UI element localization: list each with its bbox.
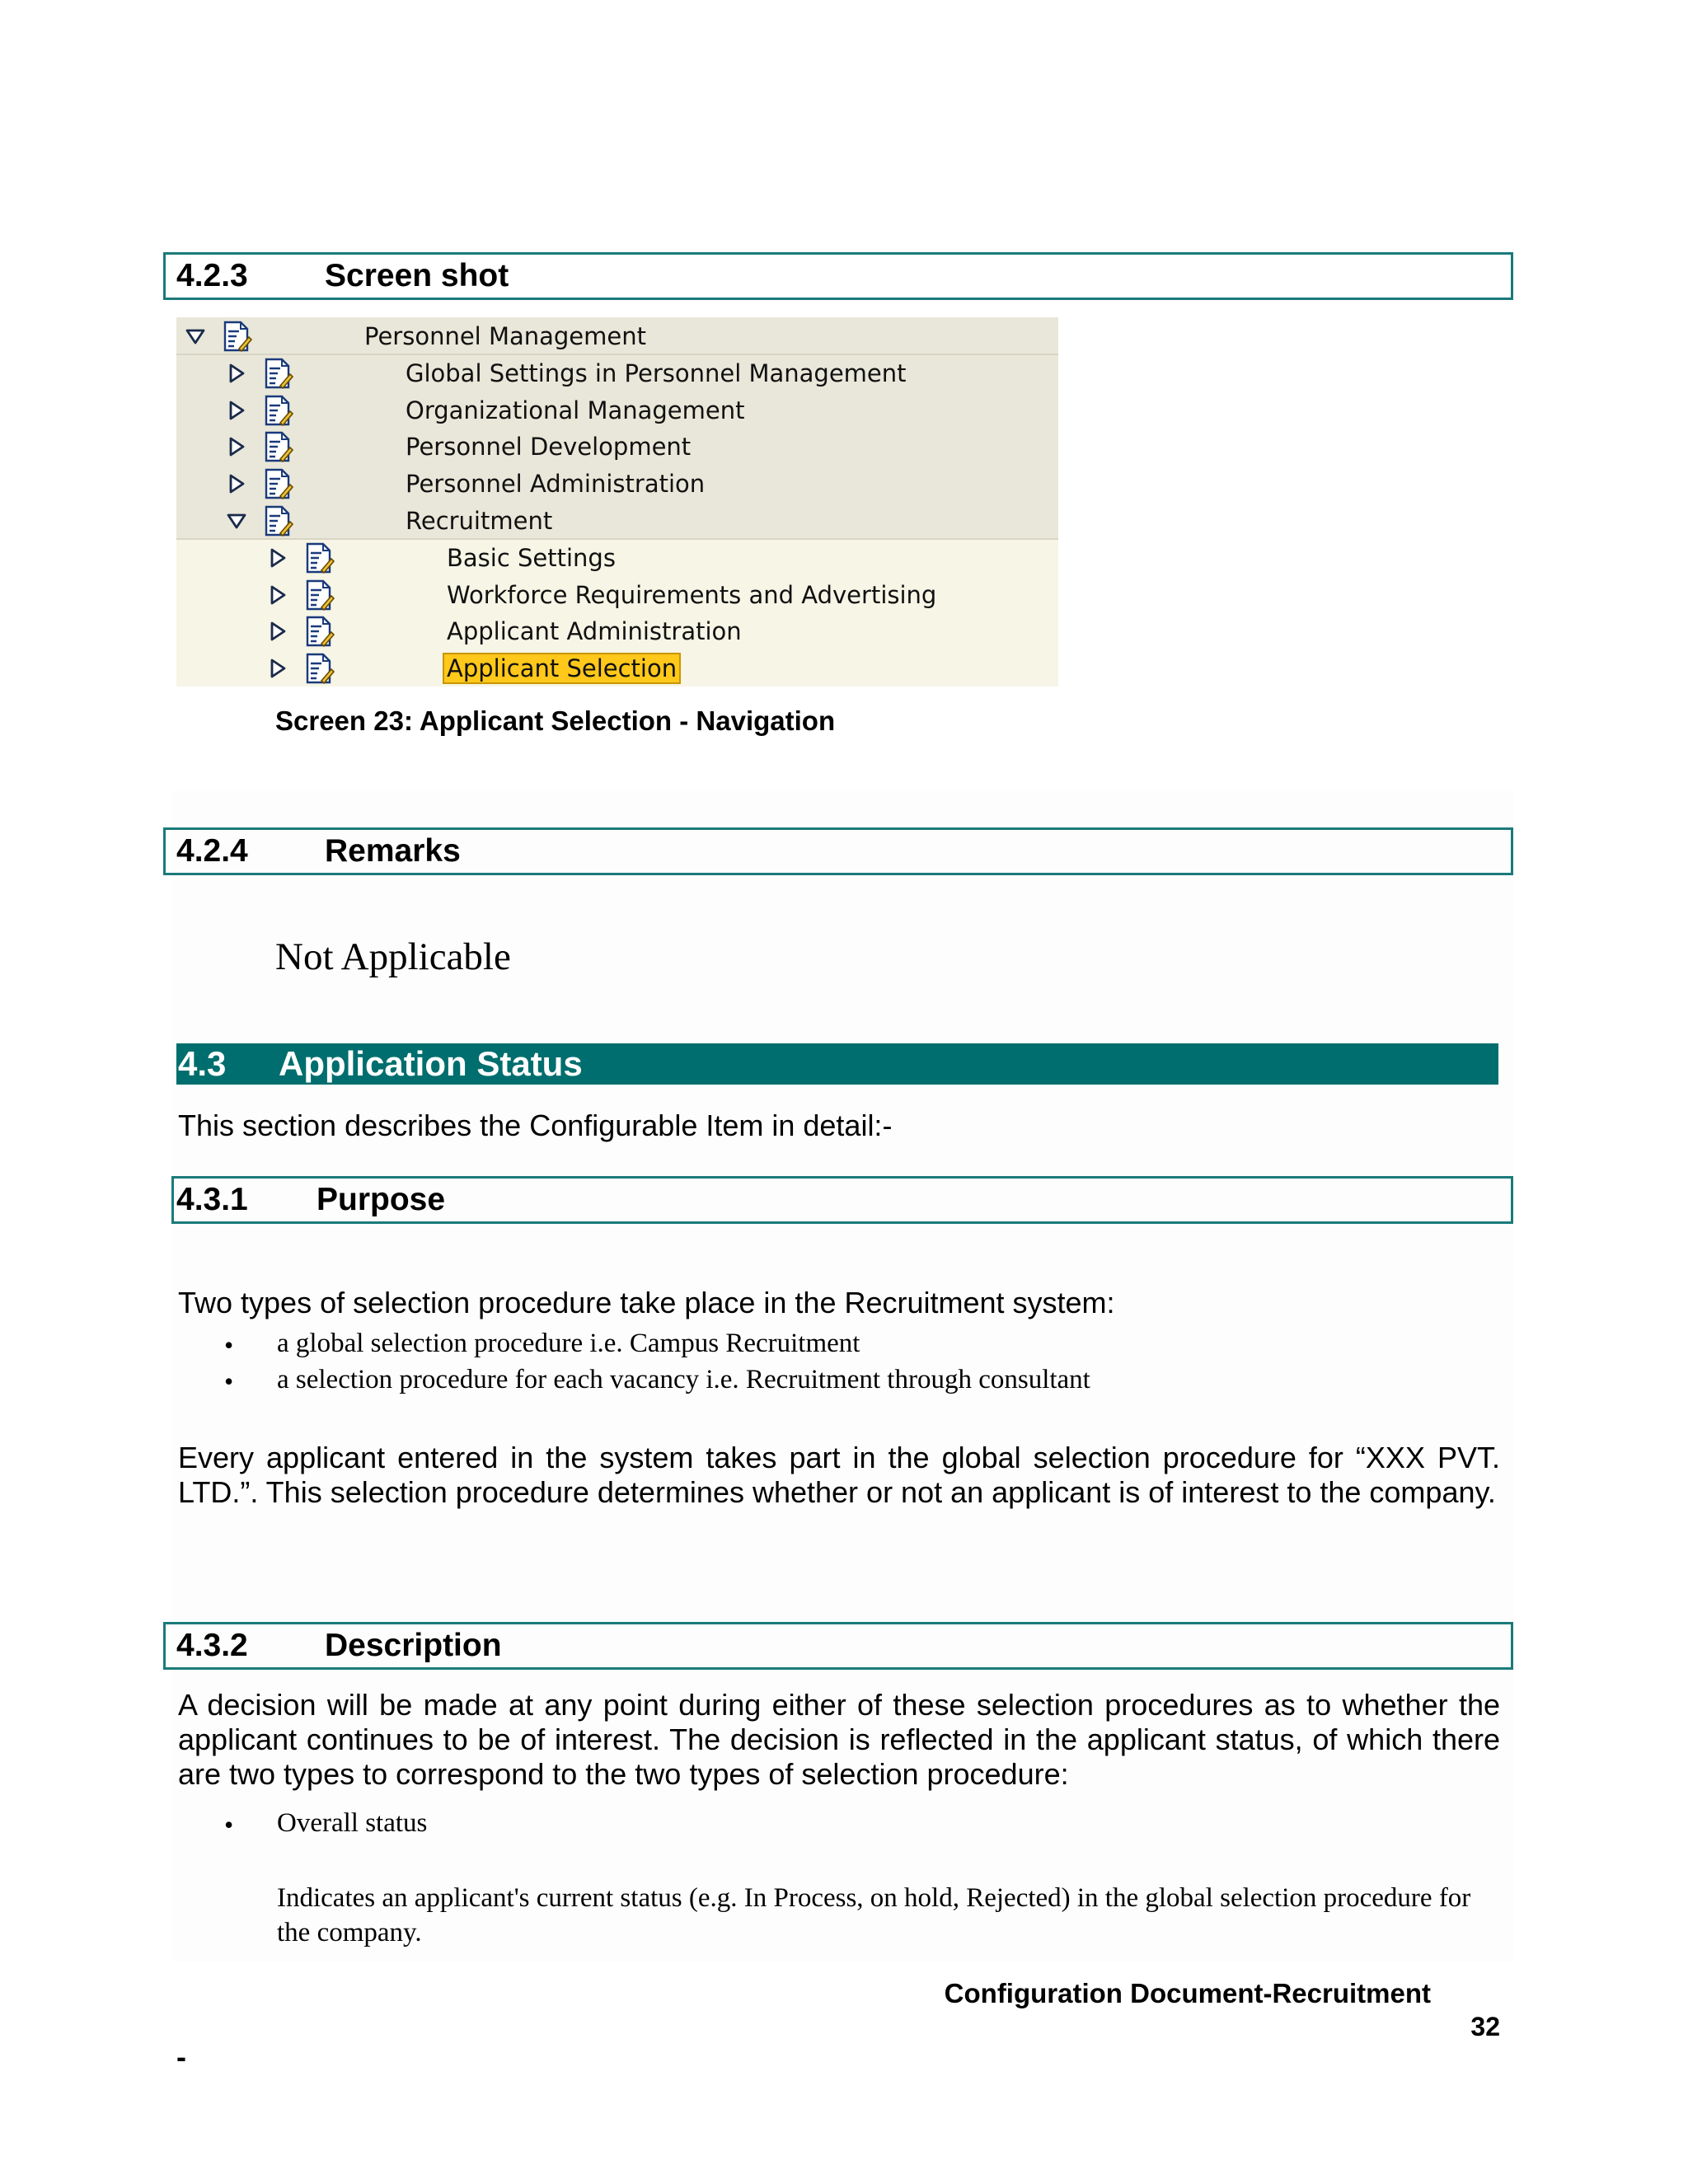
bullet-glyph: •: [224, 1366, 234, 1396]
bullet-glyph: •: [224, 1810, 234, 1840]
purpose-lead: Two types of selection procedure take place in the Recruitment system:: [178, 1286, 1115, 1319]
tree-node[interactable]: [176, 649, 1058, 686]
tree-node-label[interactable]: Basic Settings: [447, 544, 616, 572]
section-title: Application Status: [279, 1044, 583, 1083]
remarks-text: Not Applicable: [275, 935, 511, 978]
bullet-glyph: •: [224, 1330, 234, 1360]
purpose-bullet-1: a global selection procedure i.e. Campus Recruitment: [277, 1329, 860, 1358]
img-activity-icon[interactable]: [264, 358, 293, 389]
purpose-paragraph: Every applicant entered in the system takes part in the global selection procedure for “XXX PVT. LTD.”. This selection procedure determines whether or not an applicant is of interest to the company.: [178, 1441, 1500, 1509]
section-heading-4-3-1: [171, 1176, 1513, 1224]
img-activity-icon[interactable]: [305, 653, 335, 684]
page-number: 32: [1470, 2012, 1500, 2041]
section-number: 4.2.3: [176, 258, 248, 293]
collapsed-triangle-icon[interactable]: [226, 399, 247, 420]
img-activity-icon[interactable]: [305, 616, 335, 647]
description-paragraph: A decision will be made at any point during either of these selection procedures as to whether the applicant continues to be of interest. The decision is reflected in the applicant status, of which there are two types to correspond to the two types of selection procedure:: [178, 1688, 1500, 1791]
section-number: 4.3.2: [176, 1628, 248, 1663]
tree-node-label[interactable]: Personnel Management: [364, 322, 646, 350]
figure-caption: Screen 23: Applicant Selection - Navigation: [275, 705, 836, 736]
img-activity-icon[interactable]: [223, 321, 252, 352]
tree-node-label[interactable]: Global Settings in Personnel Management: [406, 359, 907, 387]
section-heading-4-3-2: [163, 1622, 1513, 1670]
collapsed-triangle-icon[interactable]: [267, 546, 288, 568]
section-number: 4.3: [178, 1044, 227, 1083]
tree-node[interactable]: [176, 354, 1058, 391]
tree-node[interactable]: [176, 612, 1058, 649]
section-number: 4.3.1: [176, 1182, 248, 1217]
section-title: Description: [325, 1628, 502, 1663]
tree-node[interactable]: [176, 428, 1058, 464]
collapsed-triangle-icon[interactable]: [267, 620, 288, 641]
tree-node-label[interactable]: Workforce Requirements and Advertising: [447, 581, 937, 609]
tree-node-label[interactable]: Personnel Development: [406, 433, 692, 461]
collapsed-triangle-icon[interactable]: [267, 583, 288, 605]
tree-node-label[interactable]: Applicant Selection: [444, 654, 679, 682]
collapsed-triangle-icon[interactable]: [226, 435, 247, 457]
tree-node[interactable]: [176, 465, 1058, 501]
section-heading-4-2-4: [163, 827, 1513, 875]
collapsed-triangle-icon[interactable]: [226, 362, 247, 383]
tree-node[interactable]: [176, 576, 1058, 612]
img-activity-icon[interactable]: [264, 468, 293, 499]
section-title: Remarks: [325, 833, 461, 869]
tree-node[interactable]: [176, 502, 1058, 540]
intro-text: This section describes the Configurable Item in detail:-: [178, 1108, 893, 1142]
section-heading-4-2-3: [163, 252, 1513, 300]
tree-node-label[interactable]: Recruitment: [406, 507, 553, 535]
sap-img-tree-screenshot: [176, 317, 1058, 687]
footer-dash: -: [176, 2040, 186, 2074]
expanded-triangle-icon[interactable]: [185, 325, 206, 346]
tree-node[interactable]: [176, 317, 1058, 355]
tree-node-label[interactable]: Organizational Management: [406, 396, 745, 424]
img-activity-icon[interactable]: [305, 542, 335, 574]
img-activity-icon[interactable]: [264, 431, 293, 462]
section-title: Purpose: [316, 1182, 446, 1217]
description-detail: Indicates an applicant's current status (e.g. In Process, on hold, Rejected) in the global selection procedure for the company.: [277, 1883, 1471, 1947]
expanded-triangle-icon[interactable]: [226, 509, 247, 531]
description-bullet: Overall status: [277, 1808, 428, 1838]
purpose-bullet-2: a selection procedure for each vacancy i.e. Recruitment through consultant: [277, 1365, 1090, 1394]
tree-node[interactable]: [176, 539, 1058, 575]
tree-node[interactable]: [176, 391, 1058, 428]
img-activity-icon[interactable]: [264, 505, 293, 537]
collapsed-triangle-icon[interactable]: [226, 472, 247, 494]
img-activity-icon[interactable]: [305, 579, 335, 611]
collapsed-triangle-icon[interactable]: [267, 657, 288, 678]
tree-node-label[interactable]: Personnel Administration: [406, 470, 706, 498]
section-title: Screen shot: [325, 258, 509, 293]
tree-node-label[interactable]: Applicant Administration: [447, 617, 742, 645]
section-heading-4-3: [176, 1043, 1498, 1085]
img-activity-icon[interactable]: [264, 395, 293, 426]
footer-title: Configuration Document-Recruitment: [944, 1978, 1431, 2008]
section-number: 4.2.4: [176, 833, 248, 869]
